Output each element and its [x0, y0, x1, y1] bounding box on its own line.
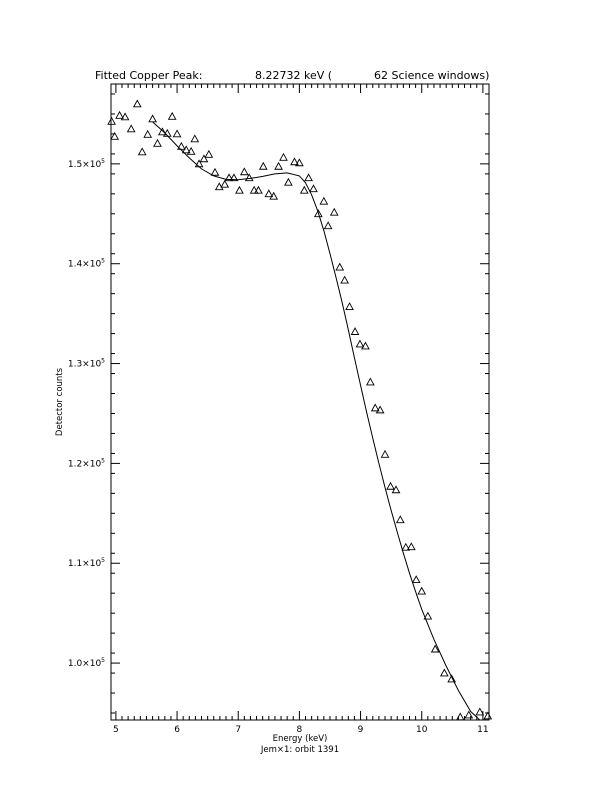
data-point: [108, 118, 115, 124]
data-point: [265, 190, 272, 196]
x-tick-label: 10: [415, 725, 428, 735]
title-science-windows: 62 Science windows): [374, 69, 490, 82]
data-point: [221, 181, 228, 187]
data-point: [351, 328, 358, 334]
data-point: [397, 516, 404, 522]
data-point: [341, 277, 348, 283]
y-tick-label: $1.2\times 10^5$: [67, 457, 105, 470]
data-point: [418, 588, 425, 594]
data-point: [200, 155, 207, 161]
data-point: [246, 174, 253, 180]
y-tick-label: $1.1\times 10^5$: [67, 557, 105, 570]
x-tick-label: 8: [296, 725, 303, 735]
data-point: [301, 187, 308, 193]
data-point: [191, 135, 198, 141]
x-tick-label: 5: [113, 725, 119, 735]
y-tick-labels: [68, 158, 105, 669]
data-point: [320, 198, 327, 204]
data-point: [441, 669, 448, 675]
data-point: [178, 143, 185, 149]
data-point: [134, 100, 141, 106]
fit-curve: [153, 122, 480, 720]
y-axis-label: Detector counts: [55, 367, 65, 437]
data-point: [305, 174, 312, 180]
data-point: [173, 130, 180, 136]
axis-ticks: [111, 84, 489, 720]
data-point: [377, 406, 384, 412]
data-point: [195, 160, 202, 166]
plot-frame: [111, 84, 489, 720]
title-peak-energy: 8.22732 keV (: [255, 69, 333, 82]
data-point: [139, 148, 146, 154]
x-tick-label: 9: [357, 725, 364, 735]
data-point: [381, 451, 388, 457]
data-point: [149, 115, 156, 121]
data-point: [457, 713, 464, 719]
y-tick-label: $1.0\times 10^5$: [67, 657, 105, 670]
y-tick-label: $1.4\times 10^5$: [67, 257, 105, 270]
plot-subtitle: Jem×1: orbit 1391: [260, 745, 340, 755]
data-point: [275, 163, 282, 169]
data-point: [367, 378, 374, 384]
data-point: [169, 113, 176, 119]
data-point: [476, 708, 483, 714]
data-point: [116, 112, 123, 118]
x-tick-label: 6: [174, 725, 180, 735]
data-point: [154, 140, 161, 146]
data-point: [260, 163, 267, 169]
data-point: [387, 483, 394, 489]
data-point: [331, 209, 338, 215]
y-tick-label: $1.5\times 10^5$: [67, 157, 105, 170]
data-point: [325, 222, 332, 228]
data-point: [280, 154, 287, 160]
fit-curve-group: [153, 122, 480, 720]
data-point: [144, 131, 151, 137]
data-point: [128, 125, 135, 131]
data-point: [413, 576, 420, 582]
data-point: [205, 151, 212, 157]
data-points: [108, 100, 491, 720]
x-axis-label: Energy (keV): [272, 734, 328, 744]
data-point: [211, 169, 218, 175]
data-point: [236, 187, 243, 193]
data-point: [310, 185, 317, 191]
plot-title: [95, 69, 489, 82]
title-label: Fitted Copper Peak:: [95, 69, 203, 82]
x-tick-label: 11: [477, 725, 489, 735]
x-tick-label: 7: [235, 725, 242, 735]
data-point: [241, 168, 248, 174]
data-point: [346, 303, 353, 309]
y-tick-label: $1.3\times 10^5$: [67, 357, 105, 370]
data-point: [336, 264, 343, 270]
data-point: [356, 340, 363, 346]
data-point: [285, 179, 292, 185]
